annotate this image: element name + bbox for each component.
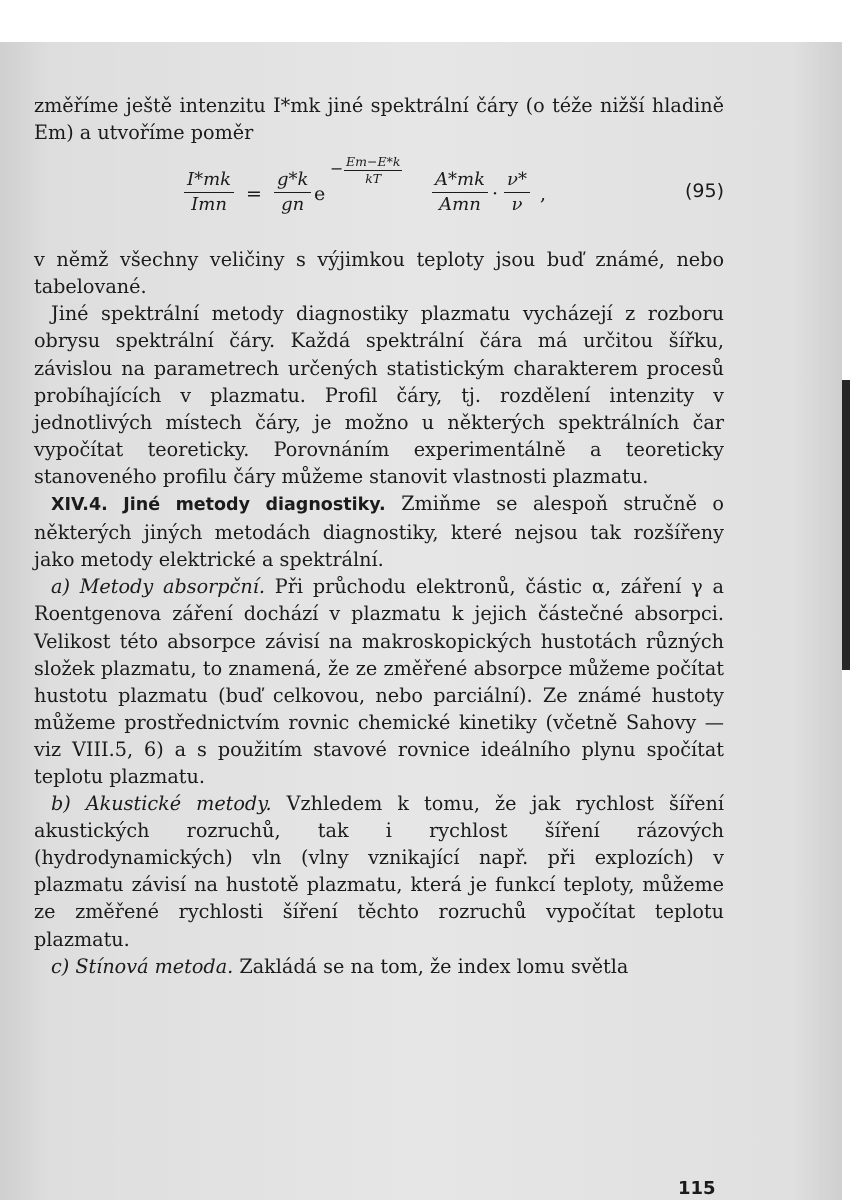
item-a-label: a) Metody absorpční. — [51, 575, 265, 599]
lhs-denominator: Imn — [191, 194, 227, 216]
nu-numerator: ν* — [504, 168, 530, 193]
page-number: 115 — [678, 1178, 716, 1199]
item-b — [34, 790, 724, 953]
nu-denominator: ν — [511, 194, 523, 216]
equation-number: (95) — [684, 180, 724, 203]
section-heading: XIV.4. Jiné metody diagnostiky. — [51, 495, 386, 516]
item-c-label: c) Stínová metoda. — [51, 954, 234, 978]
item-c-text: Zakládá se na tom, že index lomu světla — [239, 954, 629, 978]
frequency-ratio — [504, 168, 530, 217]
g-denominator: gn — [281, 194, 305, 216]
equals-sign: = — [246, 183, 262, 206]
item-c — [34, 953, 724, 980]
item-a-text: Při průchodu elektronů, částic α, záření γ a Roentgenova záření dochází v plazmatu k jejich částečné absorpci. Velikost této absorpce závisí na makroskopických hustotách různých složek plazmatu, to znamená, že ze změřené absorpce můžeme počítat hustotu plazmatu (buď celkovou, nebo parciální). Ze známé hustoty můžeme prostřednictvím rovnic chemické kinetiky (včetně Sahovy — viz VIII.5, 6) a s použitím stavové rovnice ideálního plynu spočítat teplotu plazmatu. — [34, 575, 724, 788]
equation-95 — [34, 154, 724, 246]
intensity-ratio — [184, 168, 234, 217]
exponent-minus: − — [330, 159, 344, 179]
a-numerator: A*mk — [432, 168, 488, 193]
item-b-label: b) Akustické metody. — [51, 792, 272, 816]
transition-probability-ratio — [432, 168, 488, 217]
item-a — [34, 573, 724, 790]
g-numerator: g*k — [274, 168, 311, 193]
lhs-numerator: I*mk — [184, 168, 234, 193]
statistical-weight-ratio — [274, 168, 311, 217]
exp-base: e — [314, 183, 326, 206]
section-xiv-4 — [34, 490, 724, 573]
scan-edge-mark — [842, 380, 850, 670]
multiply-dot: · — [492, 183, 499, 206]
exponent — [330, 154, 402, 187]
section-intro: Zmiňme se alespoň stručně o některých jiných metodách diagnostiky, které nejsou tak rozšířeny jako metody elektrické a spektrální. — [34, 492, 724, 572]
a-denominator: Amn — [439, 194, 481, 216]
paragraph-after-formula: v němž všechny veličiny s výjimkou teploty jsou buď známé, nebo tabelované. — [34, 248, 724, 299]
paragraph-intro: změříme ještě intenzitu I*mk jiné spektrální čáry (o téže nižší hladině Em) a utvoříme poměr — [34, 94, 724, 145]
item-b-text: Vzhledem k tomu, že jak rychlost šíření akustických rozruchů, tak i rychlost šíření rázových (hydrodynamických) vln (vlny vznikající např. při explozích) v plazmatu závisí na hustotě plazmatu, která je funkcí teploty, můžeme ze změřené rychlosti šíření těchto rozruchů vypočítat teplotu plazmatu. — [34, 792, 724, 951]
formula-comma: , — [540, 183, 547, 206]
exponent-denominator: kT — [365, 171, 382, 187]
paragraph-spectral-methods: Jiné spektrální metody diagnostiky plazmatu vycházejí z rozboru obrysu spektrální čáry. Každá spektrální čára má určitou šířku, závislou na parametrech určených statistickým charakterem procesů probíhajících v plazmatu. Profil čáry, tj. rozdělení intenzity v jednotlivých místech čáry, je možno u některých spektrálních čar vypočítat teoreticky. Porovnáním experimentálně a teoreticky stanoveného profilu čáry můžeme stanovit vlastnosti plazmatu. — [34, 302, 724, 488]
body-text — [34, 92, 724, 980]
exponent-numerator: Em−E*k — [346, 154, 401, 170]
